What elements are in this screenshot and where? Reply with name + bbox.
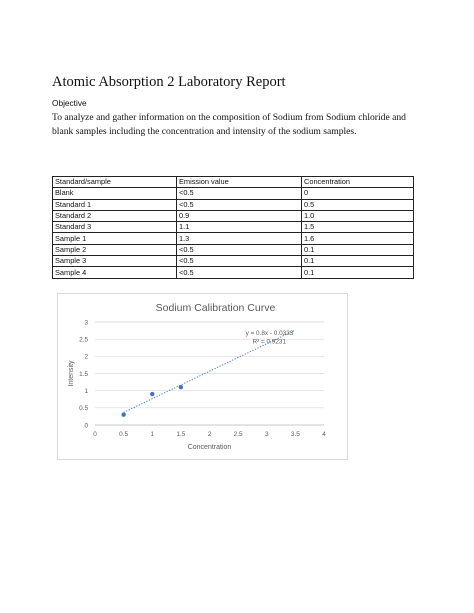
table-row (53, 210, 414, 221)
y-axis-title: Intensity (68, 360, 75, 387)
report-title: Atomic Absorption 2 Laboratory Report (52, 74, 286, 90)
table-cell: 1.3 (177, 233, 302, 244)
table-cell: 1.5 (302, 222, 414, 233)
table-cell: 1.0 (302, 210, 414, 221)
trendline-equation: y = 0.8x - 0.0333 (245, 330, 294, 338)
table-row (53, 199, 414, 210)
table-cell: <0.5 (177, 244, 302, 255)
data-point (179, 385, 183, 389)
y-tick-label: 0.5 (79, 405, 88, 413)
results-table (52, 176, 414, 279)
table-cell: Sample 2 (53, 244, 177, 255)
table-cell: 0.1 (302, 267, 414, 278)
table-row (53, 188, 414, 199)
table-cell: Sample 3 (53, 256, 177, 267)
table-cell: Standard 1 (53, 199, 177, 210)
x-tick-label: 2.5 (233, 431, 243, 438)
objective-paragraph: To analyze and gather information on the composition of Sodium from Sodium chloride and blank samples including the concentration and intensity of the sodium samples. (52, 112, 406, 137)
x-axis-title: Concentration (187, 444, 232, 451)
x-tick-label: 1 (150, 431, 155, 438)
table-row (53, 256, 414, 267)
objective-heading: Objective (52, 98, 87, 108)
table-cell: 0 (302, 188, 414, 199)
table-cell: Standard 2 (53, 210, 177, 221)
table-header-cell: Standard/sample (53, 177, 177, 188)
data-point (121, 413, 125, 417)
table-row (53, 244, 414, 255)
table-cell: 0.5 (302, 199, 414, 210)
chart-title: Sodium Calibration Curve (155, 302, 276, 314)
calibration-chart (58, 294, 349, 461)
table-cell: <0.5 (177, 256, 302, 267)
y-tick-label: 0 (84, 422, 88, 430)
y-tick-label: 1 (84, 387, 88, 395)
table-cell: <0.5 (177, 267, 302, 278)
table-header-cell: Emission value (177, 177, 302, 188)
x-tick-label: 1.5 (176, 431, 186, 438)
table-cell: <0.5 (177, 199, 302, 210)
trendline-r-squared: R² = 0.9231 (252, 338, 287, 346)
table-cell: 0.1 (302, 256, 414, 267)
table-header-row (53, 177, 414, 188)
y-tick-label: 2 (84, 353, 88, 361)
chart-frame (57, 293, 348, 460)
table-cell: Standard 3 (53, 222, 177, 233)
table-cell: 1.6 (302, 233, 414, 244)
y-tick-label: 3 (84, 319, 88, 327)
table-cell: Sample 1 (53, 233, 177, 244)
table-cell: 0.9 (177, 210, 302, 221)
table-row (53, 233, 414, 244)
table-cell: 0.1 (302, 244, 414, 255)
data-point (150, 392, 154, 396)
table-cell: <0.5 (177, 188, 302, 199)
x-tick-label: 3 (264, 431, 269, 438)
table-row (53, 267, 414, 278)
x-tick-label: 3.5 (290, 431, 300, 438)
x-tick-label: 2 (207, 431, 212, 438)
x-tick-label: 4 (322, 431, 326, 438)
x-tick-label: 0.5 (119, 431, 129, 438)
x-tick-label: 0 (93, 431, 97, 438)
table-header-cell: Concentration (302, 177, 414, 188)
table-cell: Blank (53, 188, 177, 199)
y-tick-label: 1.5 (79, 370, 88, 378)
table-cell: 1.1 (177, 222, 302, 233)
table-cell: Sample 4 (53, 267, 177, 278)
table-row (53, 222, 414, 233)
y-tick-label: 2.5 (79, 336, 88, 344)
